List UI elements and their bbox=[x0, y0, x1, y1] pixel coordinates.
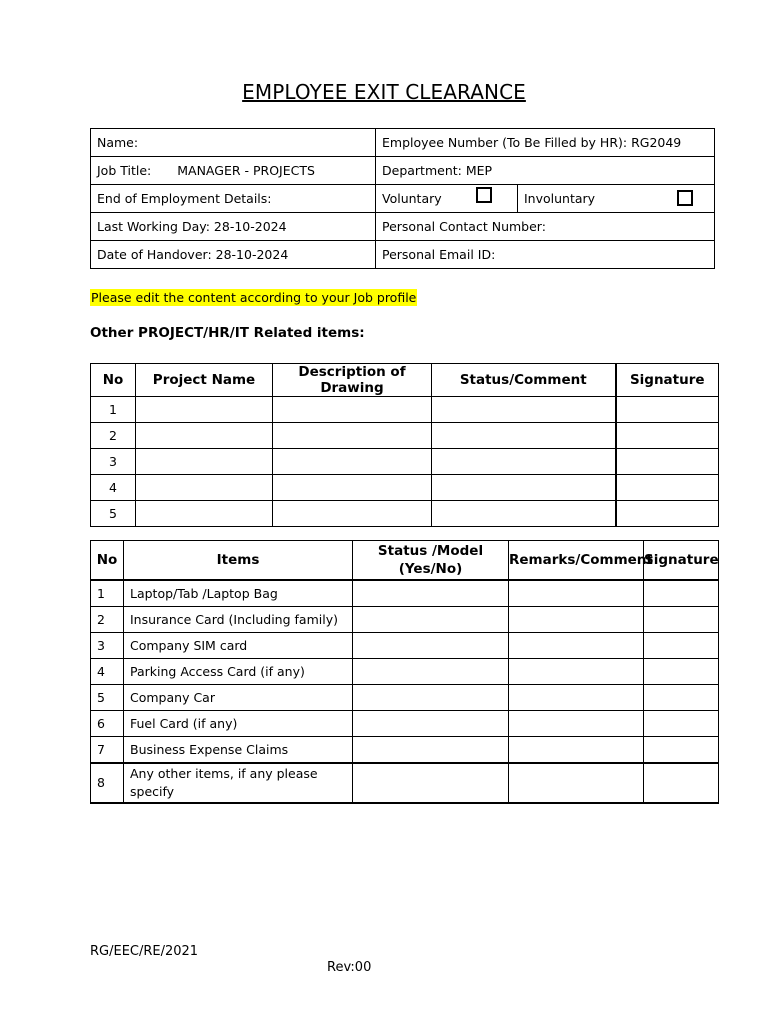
voluntary-option[interactable] bbox=[376, 185, 518, 213]
signature-cell[interactable] bbox=[644, 763, 719, 803]
row-number: 5 bbox=[91, 501, 136, 527]
personal-contact-field[interactable]: Personal Contact Number: bbox=[376, 213, 715, 241]
row-number: 1 bbox=[91, 397, 136, 423]
project-name-cell[interactable] bbox=[136, 423, 273, 449]
row-number: 2 bbox=[91, 423, 136, 449]
status-model-cell[interactable] bbox=[353, 607, 509, 633]
table-header-row bbox=[91, 364, 719, 397]
table-row bbox=[91, 659, 719, 685]
involuntary-label: Involuntary bbox=[524, 191, 596, 206]
date-of-handover-field[interactable]: Date of Handover: 28-10-2024 bbox=[91, 241, 376, 269]
signature-cell[interactable] bbox=[644, 711, 719, 737]
signature-cell[interactable] bbox=[616, 423, 719, 449]
employee-info-table bbox=[90, 128, 715, 269]
status-model-cell[interactable] bbox=[353, 685, 509, 711]
item-name: Laptop/Tab /Laptop Bag bbox=[124, 580, 353, 607]
signature-cell[interactable] bbox=[644, 607, 719, 633]
status-cell[interactable] bbox=[432, 501, 616, 527]
status-model-cell[interactable] bbox=[353, 659, 509, 685]
row-number: 6 bbox=[91, 711, 124, 737]
table-header-row bbox=[91, 541, 719, 581]
remarks-cell[interactable] bbox=[509, 633, 644, 659]
table-row bbox=[91, 475, 719, 501]
status-model-cell[interactable] bbox=[353, 633, 509, 659]
table-row bbox=[91, 737, 719, 764]
col-header-status-model: Status /Model (Yes/No) bbox=[353, 541, 509, 581]
description-cell[interactable] bbox=[273, 475, 432, 501]
item-name: Any other items, if any please specify bbox=[124, 763, 353, 803]
signature-cell[interactable] bbox=[644, 633, 719, 659]
status-cell[interactable] bbox=[432, 449, 616, 475]
table-row bbox=[91, 501, 719, 527]
job-title-value: MANAGER - PROJECTS bbox=[177, 163, 315, 178]
remarks-cell[interactable] bbox=[509, 607, 644, 633]
item-name: Fuel Card (if any) bbox=[124, 711, 353, 737]
involuntary-option[interactable] bbox=[518, 185, 715, 213]
voluntary-checkbox[interactable] bbox=[476, 187, 492, 203]
row-number: 7 bbox=[91, 737, 124, 764]
status-model-cell[interactable] bbox=[353, 737, 509, 764]
table-row bbox=[91, 423, 719, 449]
item-name: Parking Access Card (if any) bbox=[124, 659, 353, 685]
project-items-table bbox=[90, 363, 719, 527]
job-title-label: Job Title: bbox=[97, 163, 152, 178]
personal-email-field[interactable]: Personal Email ID: bbox=[376, 241, 715, 269]
project-name-cell[interactable] bbox=[136, 397, 273, 423]
table-row bbox=[91, 685, 719, 711]
table-row bbox=[91, 241, 715, 269]
item-name: Company SIM card bbox=[124, 633, 353, 659]
remarks-cell[interactable] bbox=[509, 711, 644, 737]
table-row bbox=[91, 763, 719, 803]
job-title-field[interactable] bbox=[91, 157, 376, 185]
signature-cell[interactable] bbox=[644, 737, 719, 764]
clearance-items-table bbox=[90, 540, 719, 804]
col-header-description: Description of Drawing bbox=[273, 364, 432, 397]
signature-cell[interactable] bbox=[616, 449, 719, 475]
col-header-items: Items bbox=[124, 541, 353, 581]
remarks-cell[interactable] bbox=[509, 580, 644, 607]
table-row bbox=[91, 607, 719, 633]
col-header-status: Status/Comment bbox=[432, 364, 616, 397]
status-cell[interactable] bbox=[432, 423, 616, 449]
table-row bbox=[91, 213, 715, 241]
end-of-employment-label: End of Employment Details: bbox=[91, 185, 376, 213]
table-row bbox=[91, 711, 719, 737]
signature-cell[interactable] bbox=[616, 501, 719, 527]
involuntary-checkbox[interactable] bbox=[677, 190, 693, 206]
status-cell[interactable] bbox=[432, 397, 616, 423]
table-row bbox=[91, 449, 719, 475]
row-number: 4 bbox=[91, 475, 136, 501]
col-header-remarks: Remarks/Comment bbox=[509, 541, 644, 581]
row-number: 2 bbox=[91, 607, 124, 633]
row-number: 5 bbox=[91, 685, 124, 711]
signature-cell[interactable] bbox=[616, 475, 719, 501]
item-name: Company Car bbox=[124, 685, 353, 711]
status-model-cell[interactable] bbox=[353, 711, 509, 737]
signature-cell[interactable] bbox=[644, 685, 719, 711]
col-header-no: No bbox=[91, 541, 124, 581]
signature-cell[interactable] bbox=[644, 580, 719, 607]
table-row bbox=[91, 633, 719, 659]
remarks-cell[interactable] bbox=[509, 763, 644, 803]
remarks-cell[interactable] bbox=[509, 685, 644, 711]
signature-cell[interactable] bbox=[644, 659, 719, 685]
table-row bbox=[91, 580, 719, 607]
table-row bbox=[91, 397, 719, 423]
row-number: 1 bbox=[91, 580, 124, 607]
page-title: EMPLOYEE EXIT CLEARANCE bbox=[242, 80, 526, 104]
row-number: 3 bbox=[91, 449, 136, 475]
signature-cell[interactable] bbox=[616, 397, 719, 423]
description-cell[interactable] bbox=[273, 397, 432, 423]
table-row bbox=[91, 185, 715, 213]
description-cell[interactable] bbox=[273, 449, 432, 475]
department-field[interactable]: Department: MEP bbox=[376, 157, 715, 185]
project-name-cell[interactable] bbox=[136, 449, 273, 475]
project-name-cell[interactable] bbox=[136, 501, 273, 527]
status-model-cell[interactable] bbox=[353, 580, 509, 607]
col-header-signature: Signature bbox=[644, 541, 719, 581]
voluntary-label: Voluntary bbox=[382, 191, 442, 206]
col-header-signature: Signature bbox=[616, 364, 719, 397]
table-row bbox=[91, 129, 715, 157]
status-model-cell[interactable] bbox=[353, 763, 509, 803]
document-code: RG/EEC/RE/2021 bbox=[90, 944, 199, 959]
description-cell[interactable] bbox=[273, 423, 432, 449]
last-working-day-field[interactable]: Last Working Day: 28-10-2024 bbox=[91, 213, 376, 241]
project-name-cell[interactable] bbox=[136, 475, 273, 501]
remarks-cell[interactable] bbox=[509, 659, 644, 685]
row-number: 3 bbox=[91, 633, 124, 659]
revision-label: Rev:00 bbox=[327, 960, 372, 975]
col-header-project-name: Project Name bbox=[136, 364, 273, 397]
table-row bbox=[91, 157, 715, 185]
status-cell[interactable] bbox=[432, 475, 616, 501]
name-field[interactable]: Name: bbox=[91, 129, 376, 157]
description-cell[interactable] bbox=[273, 501, 432, 527]
item-name: Insurance Card (Including family) bbox=[124, 607, 353, 633]
row-number: 4 bbox=[91, 659, 124, 685]
col-header-no: No bbox=[91, 364, 136, 397]
remarks-cell[interactable] bbox=[509, 737, 644, 764]
employee-number-field[interactable]: Employee Number (To Be Filled by HR): RG2049 bbox=[376, 129, 715, 157]
project-section-heading: Other PROJECT/HR/IT Related items: bbox=[90, 325, 365, 341]
item-name: Business Expense Claims bbox=[124, 737, 353, 764]
edit-note-highlight: Please edit the content according to your Job profile bbox=[91, 290, 417, 305]
row-number: 8 bbox=[91, 763, 124, 803]
